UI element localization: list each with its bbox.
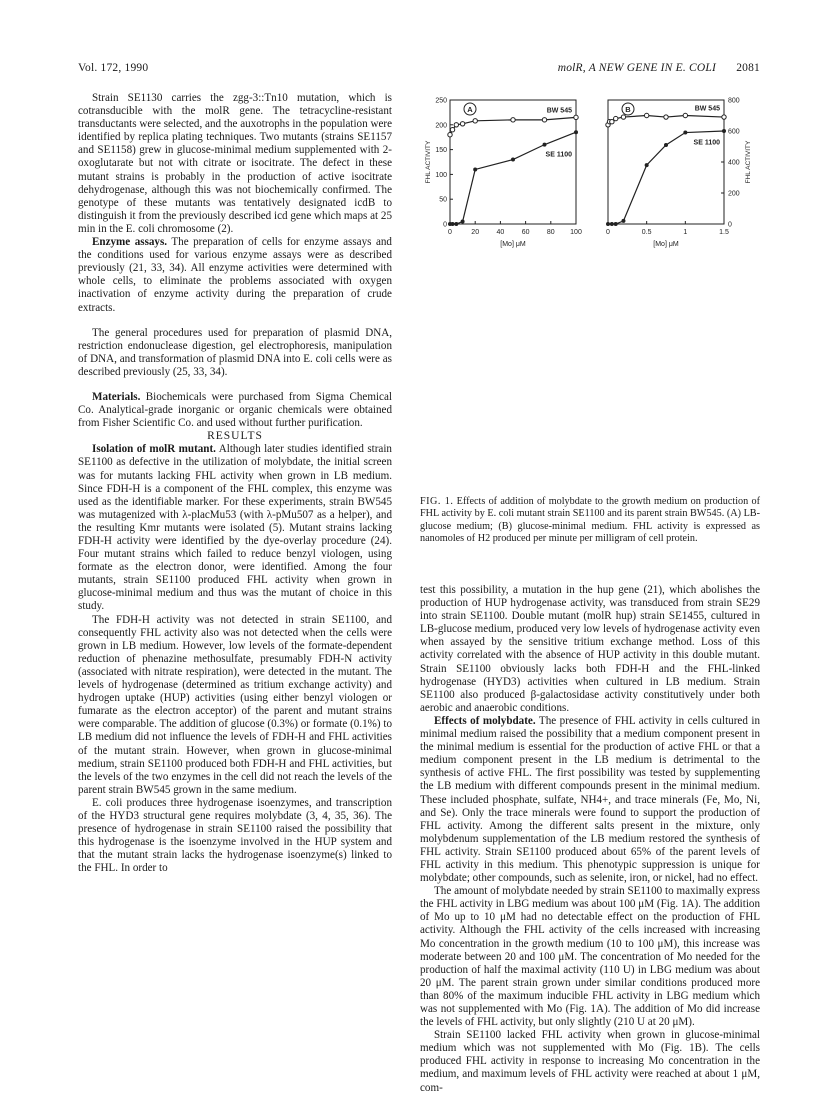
paragraph: Strain SE1130 carries the zgg-3::Tn10 mutation, which is cotransducible with the molR gene. The tetracycline-resistant transductants were selected, and the auxotrophs in the population were identified by replica plating techniques. Two mutants (strains SE1157 and SE1158) grew in glucose-minimal medium supplemented with 2-oxoglutarate but not with citrate or isocitrate. The defect in these mutant strains is probably in the production of active isocitrate dehydrogenase, although this was not biochemically confirmed. The genotype of these mutants was tentatively designated icdB to distinguish it from the previously described icd gene which maps at 25 min in the E. coli chromosome (2). (78, 92, 392, 235)
paragraph: E. coli produces three hydrogenase isoenzymes, and transcription of the HYD3 structural gene requires molybdate (3, 4, 35, 36). The presence of hydrogenase in strain SE1100 raised the possibility that this hydrogenase is the isoenzyme involved in the HUP system and that the mutant strain lacks the hydrogenase isoenzyme(s) linked to the FHL. In order to (78, 796, 392, 875)
data-point-se1100 (454, 222, 458, 226)
data-point-bw545 (614, 116, 618, 120)
x-tick-label: 100 (570, 229, 582, 236)
data-point-bw545 (664, 115, 668, 119)
data-point-se1100 (664, 143, 668, 147)
data-point-se1100 (621, 219, 625, 223)
x-tick-label: 1 (683, 229, 688, 236)
data-point-bw545 (473, 119, 477, 123)
data-point-se1100 (606, 222, 610, 226)
section-heading-results: RESULTS (207, 430, 263, 443)
paragraph-text: The preparation of cells for enzyme assays and the conditions used for various enzyme assays were as described previously (21, 33, 34). All enzyme activities were determined with whole cells, to eliminate the problems associated with oxygen inactivation of enzyme activity during the preparation of crude extracts. (78, 236, 392, 314)
paragraph: test this possibility, a mutation in the hup gene (21), which abolishes the production of HUP hydrogenase activity, was transduced from strain SE29 into strain SE1100. Double mutant (molR hup) strain SE1455, cultured in LB-glucose medium, produced very low levels of hydrogenase activity even when assayed by the sensitive tritium exchange method. Loss of this activity correlated with the absence of HUP activity in this double mutant. Strain SE1100 obviously lacks both FDH-H and the FHL-linked hydrogenase (HYD3) activities when cultured in LB medium. Strain SE1100 also produced β-galactosidase activity constitutively under both aerobic and anaerobic conditions. (420, 584, 760, 714)
data-point-bw545 (511, 118, 515, 122)
paragraph: The FDH-H activity was not detected in strain SE1100, and consequently FHL activity also was not detected when the cells were grown in LB medium. However, low levels of the formate-dependent reduction of phenazine methosulfate, presumably FDH-N activity (associated with nitrate respiration), were detected in the mutant. The levels of hydrogenase (determined as tritium exchange activity) and hydrogen uptake (HUP) activities (using either benzyl viologen or fumarate as the electron acceptor) of the parent and mutant strains were comparable. The addition of glucose (0.3%) or formate (0.1%) to LB medium did not influence the levels of FDH-H and FHL activities of the mutant strain. However, when grown in glucose-minimal medium, strain SE1100 produced both FDH-H and FHL activities, but the levels of the two enzymes in the cell did not reach the levels of the parent strain BW545 grown in the same medium. (78, 613, 392, 796)
data-point-se1100 (543, 143, 547, 147)
y-tick-label: 600 (728, 128, 740, 136)
data-point-bw545 (450, 128, 454, 132)
data-point-bw545 (621, 115, 625, 119)
series-label: SE 1100 (693, 139, 720, 147)
data-point-bw545 (448, 133, 452, 137)
y-tick-label: 100 (435, 171, 447, 179)
paragraph-materials (78, 391, 392, 430)
paragraph: Strain SE1100 lacked FHL activity when grown in glucose-minimal medium which was not supplemented with Mo (Fig. 1B). The cells produced FHL activity in response to increasing Mo concentration in the medium, and maximum levels of FHL activity were reached at about 1 μM, com- (420, 1029, 760, 1094)
subheading: Effects of molybdate. (434, 714, 536, 727)
paragraph-text: The presence of FHL activity in cells cultured in minimal medium raised the possibility that a medium component present in the minimal medium is essential for the production of active FHL or that a medium component present in the LB medium is detrimental to the synthesis of active FHL. The first possibility was tested by supplementing the LB medium with different compounds present in the minimal medium. These included phosphate, sulfate, NH4+, and trace minerals (Fe, Mo, Ni, and Se). Only the trace minerals were found to support the production of FHL activity. Among the different salts present in the mixture, only molybdenum supplementation of the LB medium restored the synthesis of FHL activity. Strain SE1100 produced about 65% of the parent levels of FHL activity in this medium. This phenotypic suppression is unique for molybdate; other compounds, such as selenite, iron, or nickel, had no effect. (420, 714, 760, 885)
series-label: BW 545 (694, 105, 720, 113)
data-point-se1100 (722, 129, 726, 133)
data-point-se1100 (574, 130, 578, 134)
data-point-bw545 (574, 115, 578, 119)
paragraph-text: Although later studies identified strain SE1100 as defective in the utilization of molybdate, the initial screen was for mutants lacking FHL activity when grown in LB medium. Since FDH-H is a component of the FHL complex, this enzyme was used as the identifiable marker. For these experiments, strain BW545 was mutagenized with λ-placMu53 (with λ-pMu507 as a helper), and the resulting Kmr mutants were isolated (5). Mutant strains lacking FDH-H activity were identified by the dye-overlay procedure (24). Four mutant strains which failed to reduce benzyl viologen, using formate as the electron donor, were identified. Among the four mutants, strain SE1100 produced FHL activity when grown in glucose-minimal medium and thus was the mutant of choice in this study. (78, 443, 392, 613)
panel-label: A (467, 104, 473, 114)
series-label: BW 545 (546, 107, 572, 115)
data-point-bw545 (454, 123, 458, 127)
data-point-se1100 (610, 222, 614, 226)
data-point-se1100 (451, 222, 455, 226)
x-tick-label: 0.5 (641, 229, 652, 236)
data-point-bw545 (683, 113, 687, 117)
y-tick-label: 50 (439, 196, 447, 204)
x-axis-label: [Mo] μM (500, 241, 526, 248)
x-tick-label: 80 (546, 229, 555, 236)
page-number: 2081 (736, 62, 760, 74)
x-tick-label: 40 (496, 229, 505, 236)
x-tick-label: 20 (471, 229, 480, 236)
data-point-se1100 (614, 222, 618, 226)
caption-text: Effects of addition of molybdate to the growth medium on production of FHL activity by E. coli mutant strain SE1100 and its parent strain BW545. (A) LB-glucose medium; (B) glucose-minimal medium. FHL activity is expressed as nanomoles of H2 produced per minute per milligram of cell protein. (420, 496, 760, 544)
running-header-volume: Vol. 172, 1990 (78, 62, 149, 74)
left-column (78, 92, 392, 875)
data-point-bw545 (610, 120, 614, 124)
x-axis-label: [Mo] μM (653, 241, 679, 248)
subheading: Isolation of molR mutant. (92, 443, 216, 456)
data-point-bw545 (542, 118, 546, 122)
paragraph-text: Biochemicals were purchased from Sigma Chemical Co. Analytical-grade inorganic or organic chemicals were obtained from Fisher Scientific Co. and used without further purification. (78, 390, 392, 430)
paragraph: The amount of molybdate needed by strain SE1100 to maximally express the FHL activity in LBG medium was about 100 μM (Fig. 1A). The addition of Mo up to 10 μM had no detectable effect on the production of FHL activity. Although the FHL activity of the cells increased with increasing Mo concentration in the growth medium (10 to 100 μM), this increase was moderate between 20 and 100 μM. The concentration of Mo needed for the production of half the maximal activity (110 U) in LBG medium was about 20 μM. The parent strain grown under similar conditions produced more than 80% of the maximum inducible FHL activity in LBG medium which was not supplemented with Mo (Fig. 1A). The addition of Mo did increase the levels of FHL activity, but only slightly (210 U at 20 μM). (420, 885, 760, 1029)
y-tick-label: 0 (443, 221, 447, 229)
paragraph-enzyme-assays (78, 236, 392, 315)
y-axis-label: FHL ACTIVITY (425, 140, 432, 184)
x-tick-label: 0 (448, 229, 452, 236)
caption-label: FIG. 1. (420, 496, 454, 507)
figure-caption (420, 496, 760, 545)
subheading: Materials. (92, 390, 141, 403)
data-point-se1100 (511, 158, 515, 162)
figure-1 (420, 92, 760, 250)
series-line-se1100 (450, 132, 576, 224)
y-tick-label: 200 (728, 190, 740, 198)
data-point-bw545 (722, 115, 726, 119)
paragraph: The general procedures used for preparation of plasmid DNA, restriction endonuclease digestion, gel electrophoresis, manipulation of DNA, and transformation of plasmid DNA into E. coli cells were as described previously (25, 33, 34). (78, 326, 392, 378)
figure-1-chart (420, 92, 760, 250)
series-label: SE 1100 (545, 151, 572, 159)
y-tick-label: 250 (435, 97, 447, 105)
running-title: molR, A NEW GENE IN E. COLI (557, 62, 716, 74)
y-tick-label: 800 (728, 97, 740, 105)
y-tick-label: 400 (728, 159, 740, 167)
y-tick-label: 0 (728, 221, 732, 229)
subheading: Enzyme assays. (92, 236, 168, 249)
panel-label: B (625, 104, 631, 114)
data-point-se1100 (473, 167, 477, 171)
x-tick-label: 1.5 (719, 229, 729, 236)
x-tick-label: 60 (521, 229, 530, 236)
y-axis-label: FHL ACTIVITY (745, 140, 752, 184)
data-point-se1100 (683, 131, 687, 135)
paragraph-isolation (78, 443, 392, 613)
data-point-bw545 (644, 113, 648, 117)
right-column (420, 584, 760, 1095)
y-tick-label: 200 (435, 122, 447, 130)
data-point-se1100 (645, 163, 649, 167)
x-tick-label: 0 (606, 229, 610, 236)
y-tick-label: 150 (435, 147, 447, 155)
data-point-bw545 (460, 122, 464, 126)
data-point-se1100 (461, 220, 465, 224)
paragraph-effects-molybdate (420, 715, 760, 885)
